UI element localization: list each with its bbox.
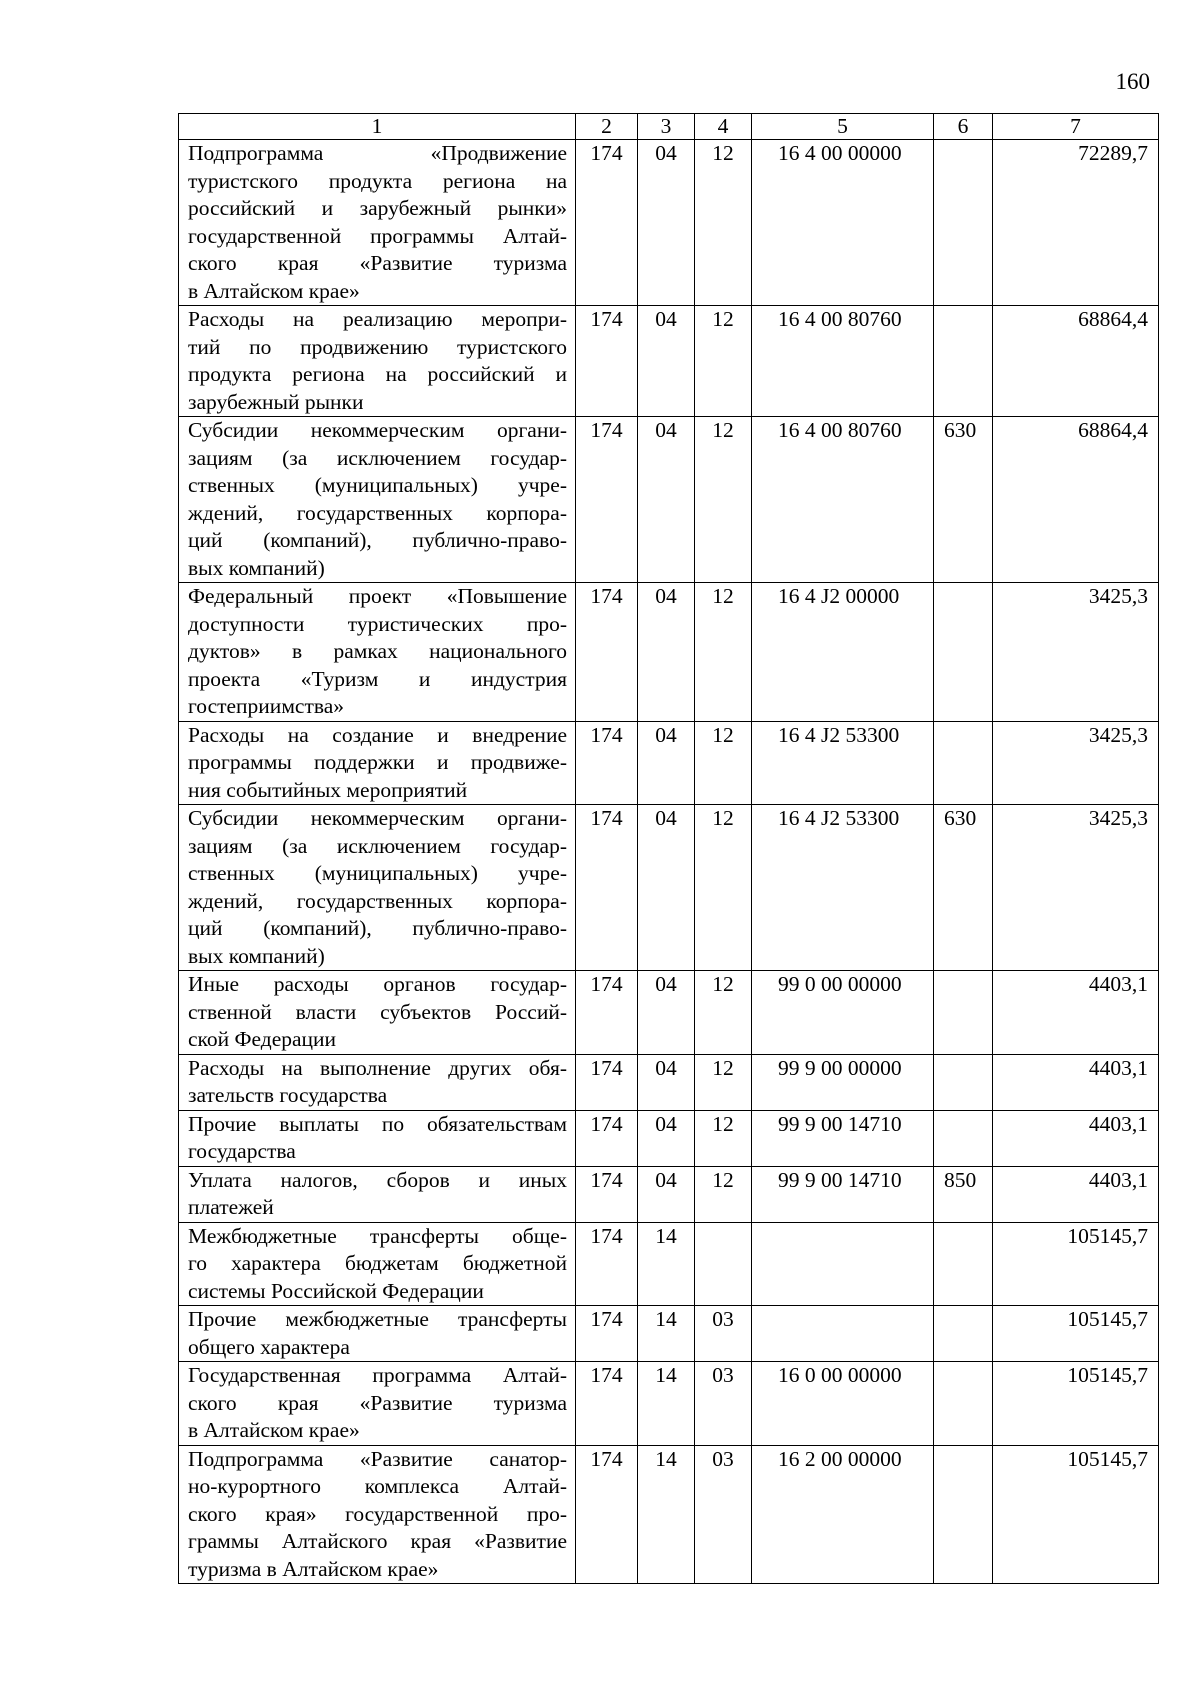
- table-row: [179, 583, 1159, 722]
- target-article-code: [752, 1306, 934, 1362]
- section-code: 14: [638, 1306, 695, 1362]
- admin-code: 174: [576, 805, 638, 971]
- row-description: [179, 971, 576, 1055]
- table-row: [179, 306, 1159, 417]
- admin-code: 174: [576, 417, 638, 583]
- description-line: зарубежный рынки: [188, 389, 364, 414]
- row-description: [179, 1054, 576, 1110]
- description-line: Уплата налогов, сборов и иных: [188, 1167, 567, 1192]
- row-description: [179, 140, 576, 306]
- subsection-code: 12: [695, 971, 752, 1055]
- description-line: системы Российской Федерации: [188, 1278, 484, 1303]
- row-description: [179, 721, 576, 805]
- section-code: 14: [638, 1362, 695, 1446]
- amount: 105145,7: [993, 1362, 1159, 1446]
- description-line: российский и зарубежный рынки»: [188, 196, 567, 220]
- amount: 68864,4: [993, 417, 1159, 583]
- section-code: 04: [638, 1054, 695, 1110]
- subsection-code: 03: [695, 1362, 752, 1446]
- target-article-code: 16 0 00 00000: [752, 1362, 934, 1446]
- section-code: 04: [638, 1110, 695, 1166]
- target-article-code: 99 0 00 00000: [752, 971, 934, 1055]
- table-row: [179, 1222, 1159, 1306]
- amount: 4403,1: [993, 971, 1159, 1055]
- admin-code: 174: [576, 140, 638, 306]
- subsection-code: 12: [695, 1054, 752, 1110]
- description-line: продукта региона на российский и: [188, 362, 567, 386]
- admin-code: 174: [576, 1166, 638, 1222]
- target-article-code: 16 2 00 00000: [752, 1445, 934, 1584]
- description-line: Федеральный проект «Повышение: [188, 584, 567, 608]
- admin-code: 174: [576, 1110, 638, 1166]
- section-code: 04: [638, 140, 695, 306]
- admin-code: 174: [576, 1362, 638, 1446]
- expense-type-code: [934, 721, 993, 805]
- target-article-code: 16 4 00 80760: [752, 306, 934, 417]
- description-line: общего характера: [188, 1334, 350, 1359]
- description-line: платежей: [188, 1195, 274, 1219]
- amount: 3425,3: [993, 721, 1159, 805]
- description-line: зациям (за исключением государ-: [188, 833, 567, 858]
- table-header-row: [179, 114, 1159, 140]
- admin-code: 174: [576, 1054, 638, 1110]
- table-row: [179, 805, 1159, 971]
- expense-type-code: [934, 1362, 993, 1446]
- description-line: ственной власти субъектов Россий-: [188, 999, 567, 1024]
- expense-type-code: [934, 1306, 993, 1362]
- expense-type-code: [934, 1110, 993, 1166]
- description-line: зательств государства: [188, 1083, 388, 1107]
- section-code: 04: [638, 721, 695, 805]
- table-row: [179, 1166, 1159, 1222]
- target-article-code: 16 4 00 00000: [752, 140, 934, 306]
- expense-type-code: 630: [934, 417, 993, 583]
- target-article-code: [752, 1222, 934, 1306]
- description-line: зациям (за исключением государ-: [188, 445, 567, 470]
- column-header-2: 2: [576, 114, 638, 140]
- expense-type-code: [934, 583, 993, 722]
- amount: 4403,1: [993, 1054, 1159, 1110]
- subsection-code: 03: [695, 1445, 752, 1584]
- description-line: Подпрограмма «Развитие санатор-: [188, 1446, 567, 1471]
- expense-type-code: [934, 140, 993, 306]
- amount: 72289,7: [993, 140, 1159, 306]
- description-line: ского края «Развитие туризма: [188, 1390, 567, 1415]
- subsection-code: 12: [695, 140, 752, 306]
- column-header-4: 4: [695, 114, 752, 140]
- section-code: 04: [638, 1166, 695, 1222]
- expense-type-code: [934, 1222, 993, 1306]
- target-article-code: 16 4 00 80760: [752, 417, 934, 583]
- subsection-code: 12: [695, 1110, 752, 1166]
- table-row: [179, 1306, 1159, 1362]
- amount: 4403,1: [993, 1110, 1159, 1166]
- expense-type-code: [934, 1054, 993, 1110]
- amount: 4403,1: [993, 1166, 1159, 1222]
- description-line: Субсидии некоммерческим органи-: [188, 418, 567, 442]
- column-header-3: 3: [638, 114, 695, 140]
- description-line: ждений, государственных корпора-: [188, 888, 567, 913]
- subsection-code: 12: [695, 721, 752, 805]
- table-row: [179, 1110, 1159, 1166]
- row-description: [179, 1110, 576, 1166]
- row-description: [179, 306, 576, 417]
- section-code: 14: [638, 1222, 695, 1306]
- description-line: ций (компаний), публично-право-: [188, 528, 567, 552]
- target-article-code: 16 4 J2 53300: [752, 805, 934, 971]
- description-line: Расходы на реализацию меропри-: [188, 307, 567, 331]
- expense-type-code: [934, 306, 993, 417]
- amount: 3425,3: [993, 805, 1159, 971]
- table-row: [179, 1362, 1159, 1446]
- description-line: но-курортного комплекса Алтай-: [188, 1474, 567, 1498]
- description-line: государственной программы Алтай-: [188, 223, 567, 248]
- description-line: тий по продвижению туристского: [188, 334, 567, 359]
- row-description: [179, 1362, 576, 1446]
- subsection-code: 03: [695, 1306, 752, 1362]
- amount: 105145,7: [993, 1445, 1159, 1584]
- description-line: проекта «Туризм и индустрия: [188, 666, 567, 691]
- table-row: [179, 721, 1159, 805]
- expense-type-code: 630: [934, 805, 993, 971]
- amount: 105145,7: [993, 1222, 1159, 1306]
- table-row: [179, 1445, 1159, 1584]
- budget-table: [178, 113, 1159, 1584]
- description-line: Прочие выплаты по обязательствам: [188, 1111, 567, 1136]
- description-line: государства: [188, 1139, 296, 1163]
- description-line: Расходы на создание и внедрение: [188, 722, 567, 747]
- description-line: вых компаний): [188, 555, 325, 580]
- row-description: [179, 417, 576, 583]
- column-header-7: 7: [993, 114, 1159, 140]
- description-line: Расходы на выполнение других обя-: [188, 1055, 567, 1080]
- section-code: 04: [638, 417, 695, 583]
- section-code: 04: [638, 971, 695, 1055]
- admin-code: 174: [576, 721, 638, 805]
- section-code: 04: [638, 306, 695, 417]
- expense-type-code: [934, 971, 993, 1055]
- subsection-code: 12: [695, 417, 752, 583]
- description-line: ждений, государственных корпора-: [188, 500, 567, 525]
- description-line: ского края «Развитие туризма: [188, 251, 567, 275]
- target-article-code: 99 9 00 14710: [752, 1110, 934, 1166]
- subsection-code: 12: [695, 583, 752, 722]
- expense-type-code: [934, 1445, 993, 1584]
- admin-code: 174: [576, 306, 638, 417]
- target-article-code: 16 4 J2 00000: [752, 583, 934, 722]
- description-line: ния событийных мероприятий: [188, 777, 468, 802]
- expense-type-code: 850: [934, 1166, 993, 1222]
- description-line: туризма в Алтайском крае»: [188, 1556, 439, 1581]
- admin-code: 174: [576, 583, 638, 722]
- description-line: программы поддержки и продвиже-: [188, 750, 567, 774]
- description-line: вых компаний): [188, 943, 325, 968]
- description-line: в Алтайском крае»: [188, 1418, 360, 1442]
- row-description: [179, 1306, 576, 1362]
- target-article-code: 99 9 00 00000: [752, 1054, 934, 1110]
- column-header-5: 5: [752, 114, 934, 140]
- table-row: [179, 971, 1159, 1055]
- admin-code: 174: [576, 1445, 638, 1584]
- description-line: гостеприимства»: [188, 694, 345, 718]
- section-code: 14: [638, 1445, 695, 1584]
- description-line: в Алтайском крае»: [188, 278, 360, 303]
- amount: 68864,4: [993, 306, 1159, 417]
- subsection-code: [695, 1222, 752, 1306]
- section-code: 04: [638, 583, 695, 722]
- description-line: ций (компаний), публично-право-: [188, 916, 567, 940]
- description-line: граммы Алтайского края «Развитие: [188, 1529, 567, 1553]
- row-description: [179, 1222, 576, 1306]
- table-row: [179, 140, 1159, 306]
- description-line: ского края» государственной про-: [188, 1501, 567, 1526]
- table-body: [179, 114, 1159, 1584]
- description-line: го характера бюджетам бюджетной: [188, 1251, 567, 1275]
- amount: 105145,7: [993, 1306, 1159, 1362]
- subsection-code: 12: [695, 1166, 752, 1222]
- row-description: [179, 1166, 576, 1222]
- amount: 3425,3: [993, 583, 1159, 722]
- description-line: Государственная программа Алтай-: [188, 1363, 567, 1387]
- row-description: [179, 1445, 576, 1584]
- description-line: доступности туристических про-: [188, 611, 567, 636]
- description-line: ственных (муниципальных) учре-: [188, 473, 567, 497]
- column-header-1: 1: [179, 114, 576, 140]
- table-row: [179, 1054, 1159, 1110]
- table-row: [179, 417, 1159, 583]
- admin-code: 174: [576, 1306, 638, 1362]
- column-header-6: 6: [934, 114, 993, 140]
- description-line: Прочие межбюджетные трансферты: [188, 1307, 567, 1331]
- description-line: Субсидии некоммерческим органи-: [188, 806, 567, 830]
- description-line: туристского продукта региона на: [188, 168, 567, 193]
- description-line: ской Федерации: [188, 1027, 337, 1051]
- description-line: Межбюджетные трансферты обще-: [188, 1223, 567, 1248]
- target-article-code: 16 4 J2 53300: [752, 721, 934, 805]
- subsection-code: 12: [695, 306, 752, 417]
- description-line: ственных (муниципальных) учре-: [188, 861, 567, 885]
- description-line: Подпрограмма «Продвижение: [188, 141, 567, 165]
- description-line: дуктов» в рамках национального: [188, 639, 567, 663]
- row-description: [179, 583, 576, 722]
- subsection-code: 12: [695, 805, 752, 971]
- row-description: [179, 805, 576, 971]
- target-article-code: 99 9 00 14710: [752, 1166, 934, 1222]
- admin-code: 174: [576, 971, 638, 1055]
- description-line: Иные расходы органов государ-: [188, 972, 567, 996]
- page-number: 160: [1115, 69, 1150, 94]
- section-code: 04: [638, 805, 695, 971]
- admin-code: 174: [576, 1222, 638, 1306]
